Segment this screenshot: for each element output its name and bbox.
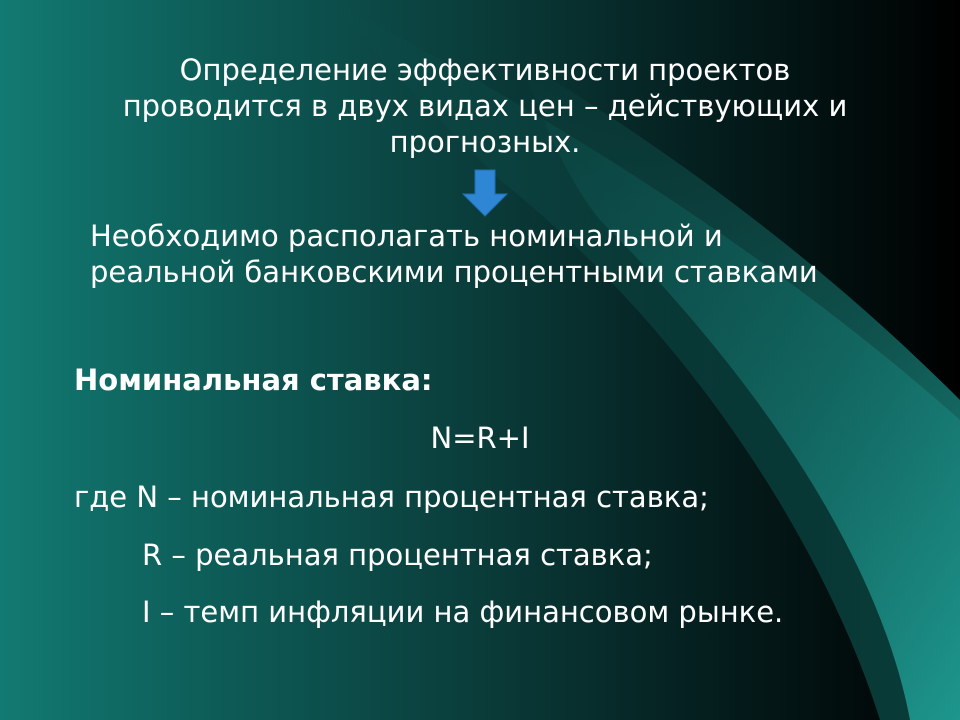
intro-line-1: Определение эффективности проектов [179,53,791,87]
intro-line-2: проводится в двух видах цен – действующих и [122,89,848,123]
formula: N=R+I [430,421,530,455]
nominal-rate-heading: Номинальная ставка: [74,363,433,397]
definition-i: I – темп инфляции на финансовом рынке. [142,595,784,629]
definition-n: где N – номинальная процентная ставка; [74,480,709,514]
requirement-line-2: реальной банковскими процентными ставками [90,255,818,289]
arrow-down-icon [460,168,510,218]
requirement-line-1: Необходимо располагать номинальной и [90,219,723,253]
definition-r: R – реальная процентная ставка; [142,538,653,572]
intro-line-3: прогнозных. [389,125,581,159]
